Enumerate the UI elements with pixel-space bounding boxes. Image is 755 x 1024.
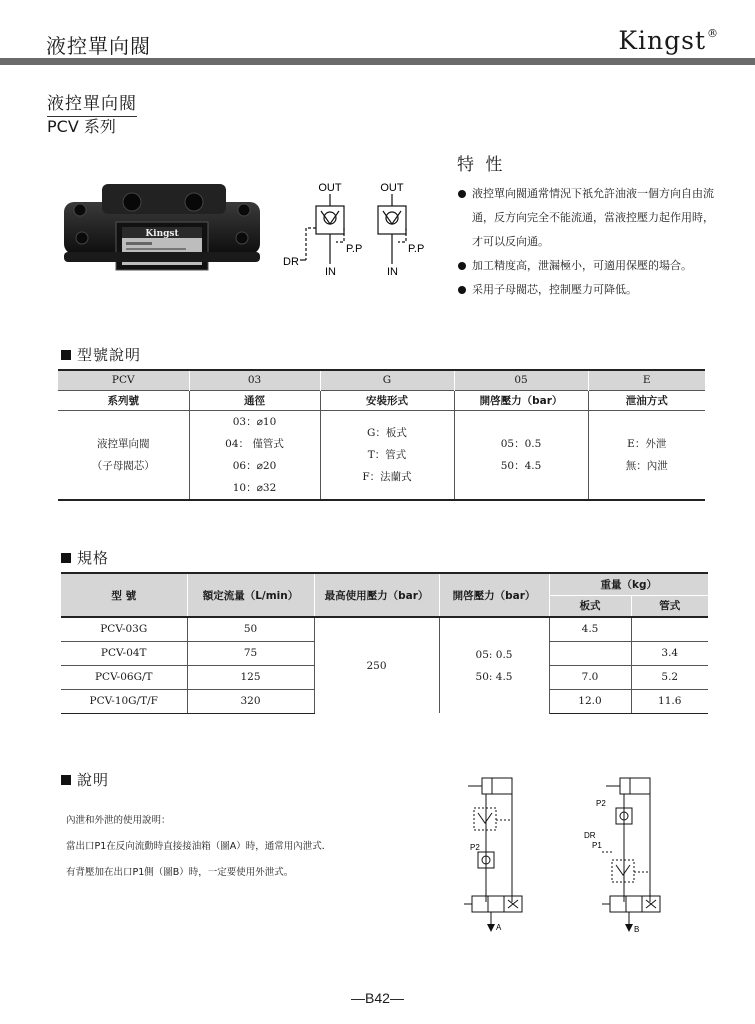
size-options: 03：⌀10 04： 僅管式 06：⌀20 10：⌀32: [189, 410, 320, 500]
circuit-b-p2-label: P2: [596, 799, 606, 808]
feature-item: [456, 254, 718, 278]
plate-weight-cell: [549, 641, 631, 665]
spec-header: 開啓壓力（bar）: [439, 573, 549, 617]
brand-name: Kingst: [618, 26, 706, 55]
model-cell: PCV-06G/T: [61, 665, 187, 689]
brand-logo: [618, 26, 719, 55]
arrow-icon: [487, 924, 495, 932]
model-cell: PCV-03G: [61, 617, 187, 641]
drain-options: E：外泄 無：內泄: [588, 410, 705, 500]
plate-weight-cell: 12.0: [549, 689, 631, 713]
spec-header: 最高使用壓力（bar）: [314, 573, 439, 617]
code-cell: 05: [454, 370, 588, 390]
plate-weight-cell: 4.5: [549, 617, 631, 641]
pipe-weight-cell: [631, 617, 708, 641]
flow-cell: 75: [187, 641, 314, 665]
feature-item: [456, 182, 718, 254]
bullet-icon: [458, 190, 466, 198]
square-icon: [61, 350, 71, 360]
header-divider: [0, 58, 755, 65]
feature-item: [456, 278, 718, 302]
pipe-weight-cell: 5.2: [631, 665, 708, 689]
pressure-options: 05：0.5 50：4.5: [454, 410, 588, 500]
square-icon: [61, 775, 71, 785]
code-cell: G: [320, 370, 454, 390]
max-pressure-cell: 250: [314, 617, 439, 713]
registered-mark: ®: [707, 27, 719, 40]
code-label: 安裝形式: [320, 390, 454, 410]
flow-cell: 125: [187, 665, 314, 689]
features-title: 特 性: [457, 155, 506, 175]
model-cell: PCV-04T: [61, 641, 187, 665]
code-label: 通徑: [189, 390, 320, 410]
circuit-a-label: A: [496, 923, 502, 932]
circuit-b-p1-label: P1: [592, 841, 602, 850]
spec-section-heading: [61, 547, 109, 568]
code-cell: PCV: [58, 370, 189, 390]
explain-section-heading: [61, 769, 109, 790]
section-heading-text: 型號說明: [77, 346, 142, 364]
code-label: 泄油方式: [588, 390, 705, 410]
model-section-heading: [61, 344, 141, 365]
explanation-line: 有背壓加在出口P1側（圖B）時，一定要使用外泄式。: [66, 867, 294, 878]
model-cell: PCV-10G/T/F: [61, 689, 187, 713]
circuit-b-dr-label: DR: [584, 831, 596, 840]
flow-cell: 50: [187, 617, 314, 641]
spec-header: 重量（kg）: [549, 573, 708, 595]
feature-text: 加工精度高，泄漏極小，可適用保壓的場合。: [472, 259, 692, 272]
spec-table: [61, 572, 708, 714]
photo-label: Kingst: [145, 229, 179, 239]
circuit-a-p2-label: P2: [470, 843, 480, 852]
pipe-weight-cell: 11.6: [631, 689, 708, 713]
code-label: 系列號: [58, 390, 189, 410]
spec-header: 管式: [631, 595, 708, 617]
feature-text: 液控單向閥通常情況下祇允許油液一個方向自由流通，反方向完全不能流通，當液控壓力起作用時，才可以反向通。: [472, 187, 714, 248]
pipe-weight-cell: 3.4: [631, 641, 708, 665]
product-series: PCV 系列: [47, 117, 116, 136]
symbol-in-label: IN: [325, 266, 336, 278]
symbol-pp-label: P.P: [408, 243, 425, 255]
explanation-line: 當出口P1在反向流動時直接接油箱（圖A）時，通常用內泄式．: [66, 841, 332, 852]
product-name: 液控單向閥: [47, 89, 137, 117]
valve-photo: [62, 180, 262, 280]
symbol-pp-label: P.P: [346, 243, 363, 255]
arrow-icon: [625, 924, 633, 932]
bullet-icon: [458, 262, 466, 270]
table-row: [61, 617, 708, 641]
series-desc: 液控單向閥 （子母閥芯）: [58, 410, 189, 500]
explanation-line: 內泄和外泄的使用說明：: [66, 815, 171, 826]
code-label: 開啓壓力（bar）: [454, 390, 588, 410]
section-heading-text: 說明: [77, 771, 110, 789]
features-list: [456, 182, 718, 302]
explanation-text: [66, 808, 331, 886]
page-number: —B42—: [351, 990, 404, 1006]
spec-header: 板式: [549, 595, 631, 617]
plate-weight-cell: 7.0: [549, 665, 631, 689]
circuit-b-label: B: [634, 925, 640, 934]
spec-header: 型 號: [61, 573, 187, 617]
mounting-options: G：板式 T：管式 F：法蘭式: [320, 410, 454, 500]
header-title: 液控單向閥: [46, 34, 151, 58]
feature-text: 采用子母閥芯，控制壓力可降低。: [472, 283, 637, 296]
code-cell: 03: [189, 370, 320, 390]
symbol-in-label: IN: [387, 266, 398, 278]
bullet-icon: [458, 286, 466, 294]
crack-pressure-cell: 05: 0.5 50: 4.5: [439, 617, 549, 713]
code-cell: E: [588, 370, 705, 390]
valve-symbols: [278, 180, 438, 280]
spec-header: 額定流量（L/min）: [187, 573, 314, 617]
symbol-out-label: OUT: [380, 182, 404, 194]
square-icon: [61, 553, 71, 563]
model-code-table: [58, 369, 705, 501]
symbol-dr-label: DR: [283, 256, 299, 268]
section-heading-text: 規格: [77, 549, 110, 567]
flow-cell: 320: [187, 689, 314, 713]
symbol-out-label: OUT: [318, 182, 342, 194]
circuit-diagrams: [456, 772, 676, 938]
